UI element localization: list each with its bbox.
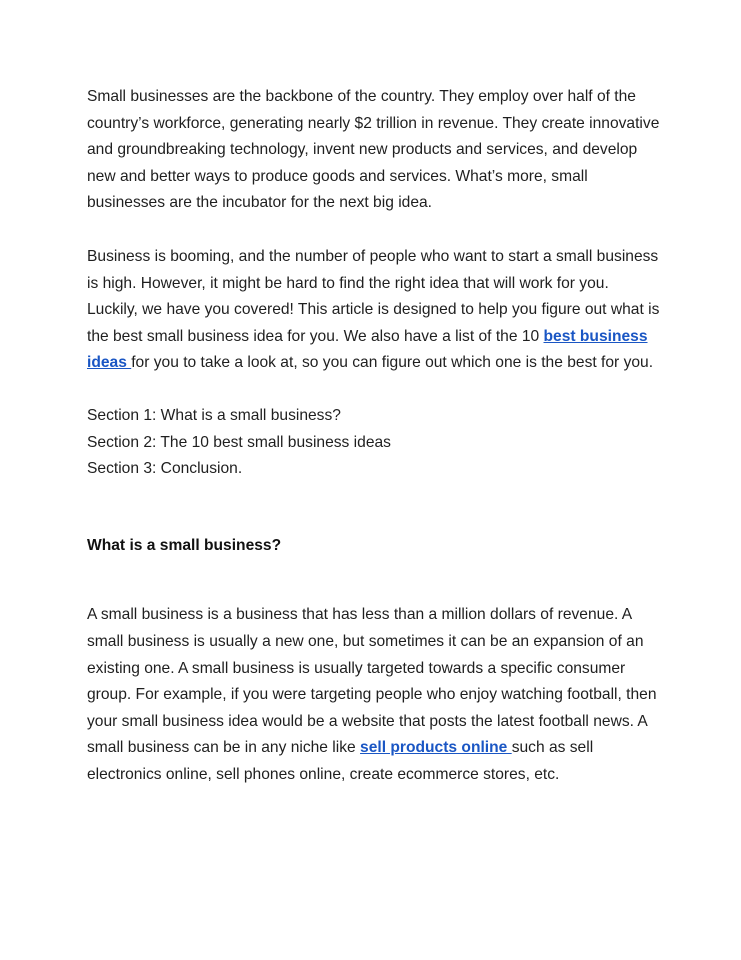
toc-item-section-1: Section 1: What is a small business? (87, 406, 341, 424)
sell-products-online-link[interactable]: sell products online (360, 739, 512, 757)
toc-item-section-3: Section 3: Conclusion. (87, 460, 243, 478)
section-1-text-end: such as sell electronics online, sell phones online, create ecommerce stores, etc. (87, 739, 594, 783)
toc-item-section-2: Section 2: The 10 best small business ideas (87, 433, 391, 451)
section-1-heading: What is a small business? (87, 536, 282, 554)
spacer (87, 217, 662, 244)
intro-paragraph-1: Small businesses are the backbone of the country. They employ over half of the country’s workforce, generating nearly $2 trillion in revenue. They create innovative and groundbreaking technology, invent new products and services, and develop new and better ways to produce goods and services. What’s more, small businesses are the incubator for the next big idea. (87, 88, 660, 212)
section-1-paragraph (87, 602, 662, 788)
table-of-contents (87, 403, 662, 483)
spacer (87, 559, 662, 602)
intro-paragraph-2-text-end: for you to take a look at, so you can figure out which one is the best for you. (131, 354, 654, 372)
intro-paragraph-2-text-start: Business is booming, and the number of people who want to start a small business is high. However, it might be hard to find the right idea that will work for you. Luckily, we have you covered! This article is designed to help you figure out what is the best small business idea for you. We also have a list of the 10 (87, 247, 660, 345)
section-1-text-start: A small business is a business that has less than a million dollars of revenue. A small business is usually a new one, but sometimes it can be an expansion of an existing one. A small business is usually targeted towards a specific consumer group. For example, if you were targeting people who enjoy watching football, then your small business idea would be a website that posts the latest football news. A small business can be in any niche like (87, 606, 657, 757)
document-page (87, 84, 662, 788)
spacer (87, 377, 662, 403)
spacer (87, 483, 662, 533)
intro-paragraph-2 (87, 244, 662, 377)
best-business-ideas-link[interactable]: best business ideas (87, 327, 648, 372)
